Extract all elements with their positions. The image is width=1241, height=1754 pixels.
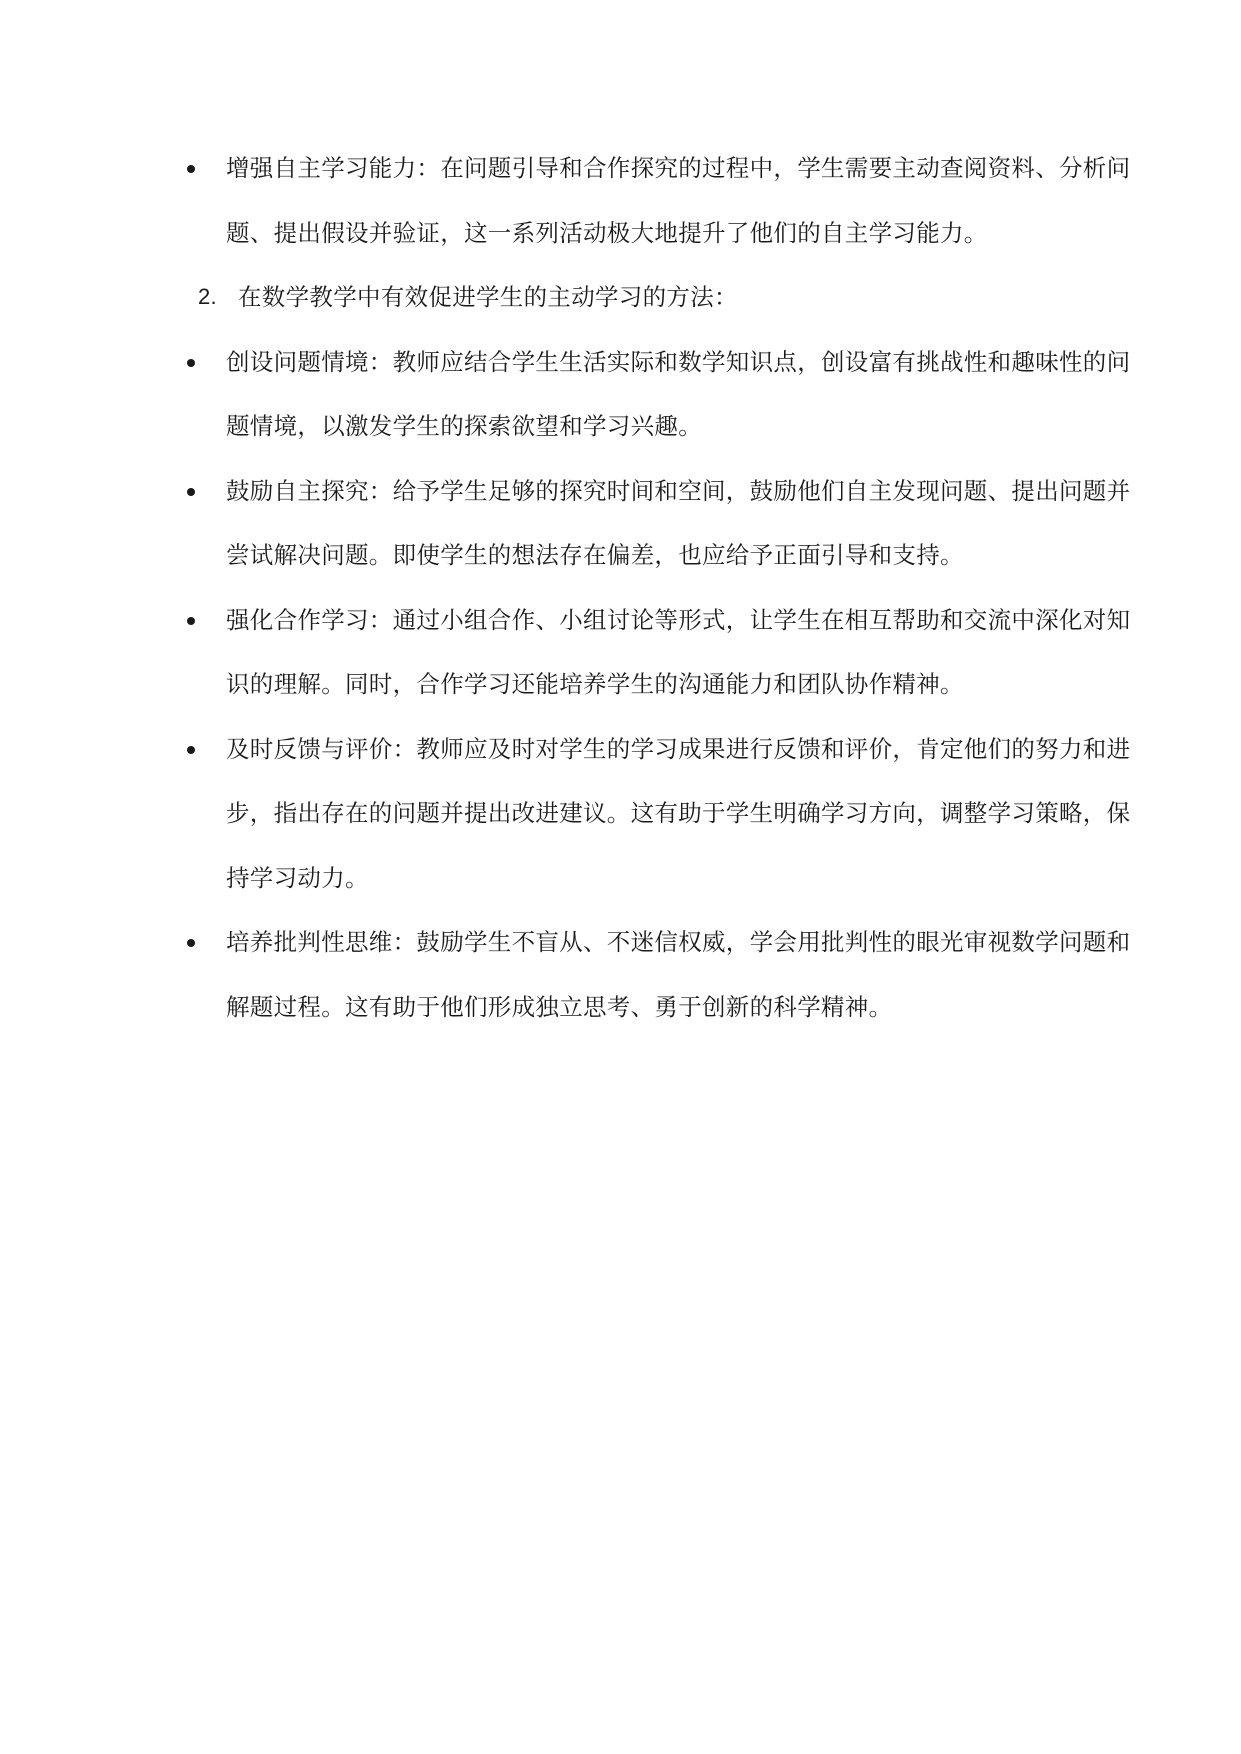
bullet-icon xyxy=(187,488,195,496)
list-item-critical-thinking xyxy=(180,910,1140,1039)
numbered-heading-text: 在数学教学中有效促进学生的主动学习的方法： xyxy=(238,283,738,311)
list-item-text: 创设问题情境：教师应结合学生生活实际和数学知识点，创设富有挑战性和趣味性的问题情境，以激发学生的探索欲望和学习兴趣。 xyxy=(226,347,1131,440)
list-item-text: 增强自主学习能力：在问题引导和合作探究的过程中，学生需要主动查阅资料、分析问题、提出假设并验证，这一系列活动极大地提升了他们的自主学习能力。 xyxy=(226,154,1131,247)
numbered-heading-methods xyxy=(180,265,1140,330)
list-item-cooperative-learning xyxy=(180,588,1140,717)
bullet-icon xyxy=(187,746,195,754)
list-item-text: 培养批判性思维：鼓励学生不盲从、不迷信权威，学会用批判性的眼光审视数学问题和解题过程。这有助于他们形成独立思考、勇于创新的科学精神。 xyxy=(226,928,1131,1021)
bullet-icon xyxy=(187,165,195,173)
list-item-problem-situation xyxy=(180,330,1140,459)
list-item-feedback-evaluation xyxy=(180,717,1140,911)
bullet-icon xyxy=(187,359,195,367)
bullet-icon xyxy=(187,617,195,625)
list-item-autonomous-learning xyxy=(180,136,1140,265)
list-item-text: 及时反馈与评价：教师应及时对学生的学习成果进行反馈和评价，肯定他们的努力和进步，指出存在的问题并提出改进建议。这有助于学生明确学习方向，调整学习策略，保持学习动力。 xyxy=(226,734,1131,892)
bullet-icon xyxy=(187,939,195,947)
list-item-text: 鼓励自主探究：给予学生足够的探究时间和空间，鼓励他们自主发现问题、提出问题并尝试解决问题。即使学生的想法存在偏差，也应给予正面引导和支持。 xyxy=(226,476,1131,569)
list-item-independent-exploration xyxy=(180,459,1140,588)
list-number: 2. xyxy=(198,284,217,309)
list-item-text: 强化合作学习：通过小组合作、小组讨论等形式，让学生在相互帮助和交流中深化对知识的理解。同时，合作学习还能培养学生的沟通能力和团队协作精神。 xyxy=(226,605,1131,698)
document-body xyxy=(180,136,1140,1039)
